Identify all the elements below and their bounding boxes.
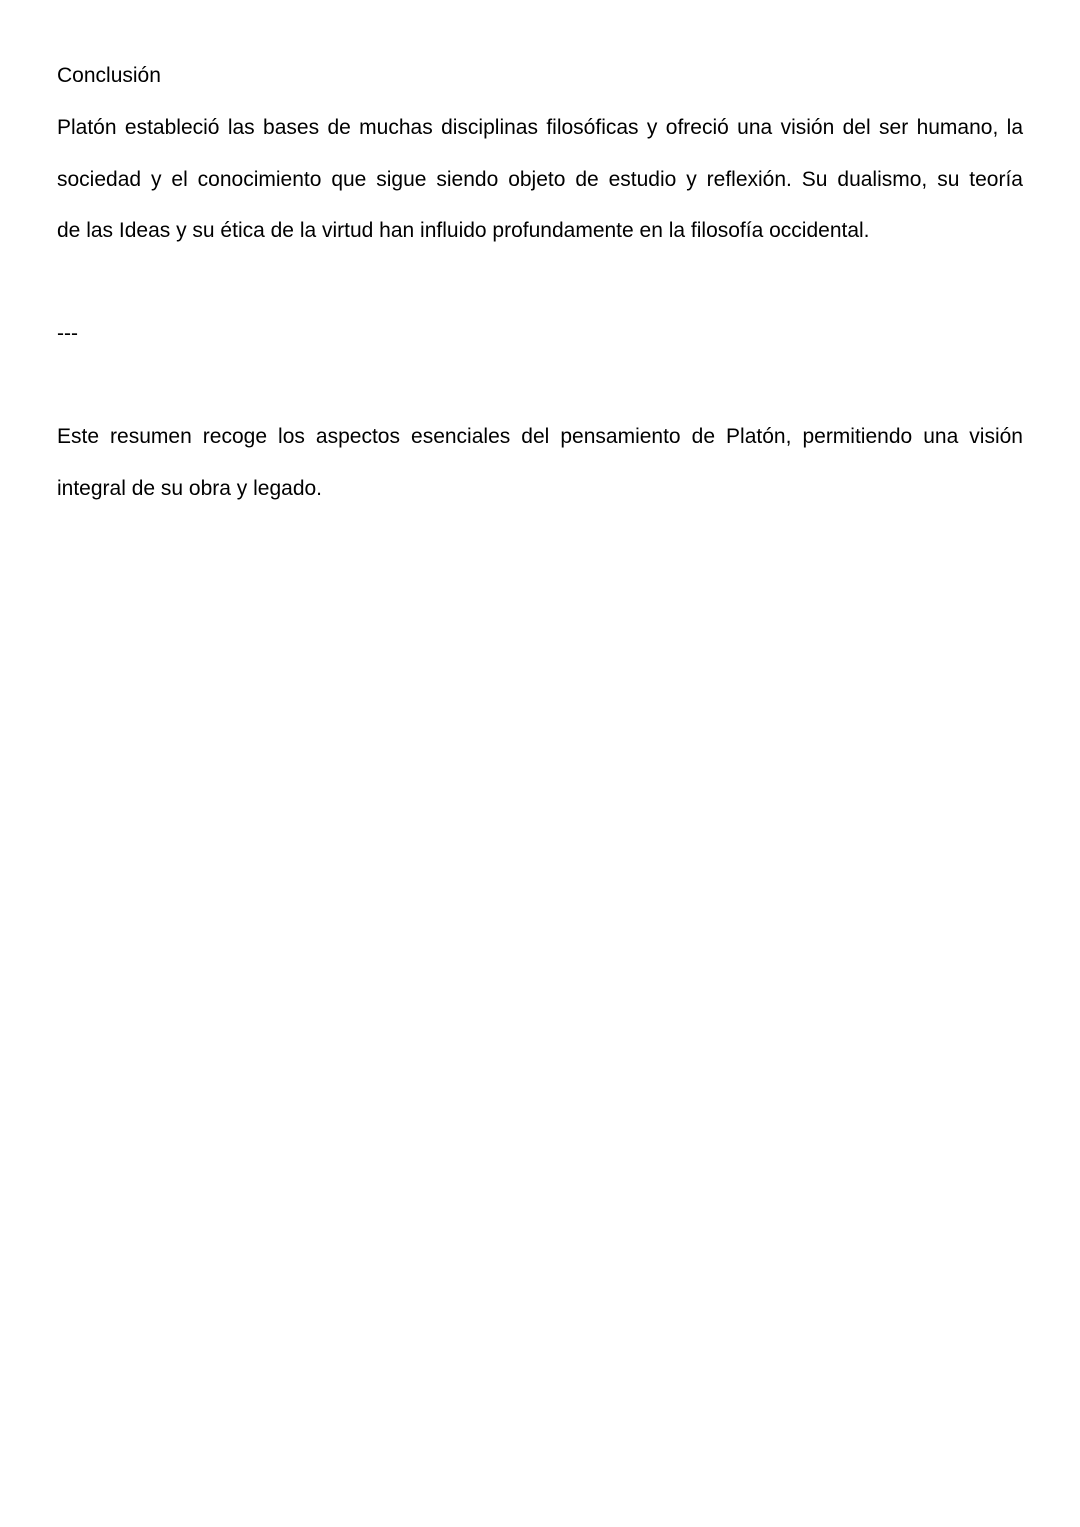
paragraph-line: integral de su obra y legado. [57, 477, 323, 500]
paragraph-line: sociedad y el conocimiento que sigue siendo objeto de estudio y reflexión. Su dualismo, su teoría [57, 168, 1023, 191]
paragraph-line: Este resumen recoge los aspectos esenciales del pensamiento de Platón, permitiendo una visión [57, 425, 1023, 448]
paragraph-line: Platón estableció las bases de muchas disciplinas filosóficas y ofreció una visión del ser humano, la [57, 116, 1023, 139]
paragraph-line: de las Ideas y su ética de la virtud han influido profundamente en la filosofía occidental. [57, 219, 870, 242]
section-heading: Conclusión [57, 64, 161, 87]
separator: --- [57, 322, 78, 345]
